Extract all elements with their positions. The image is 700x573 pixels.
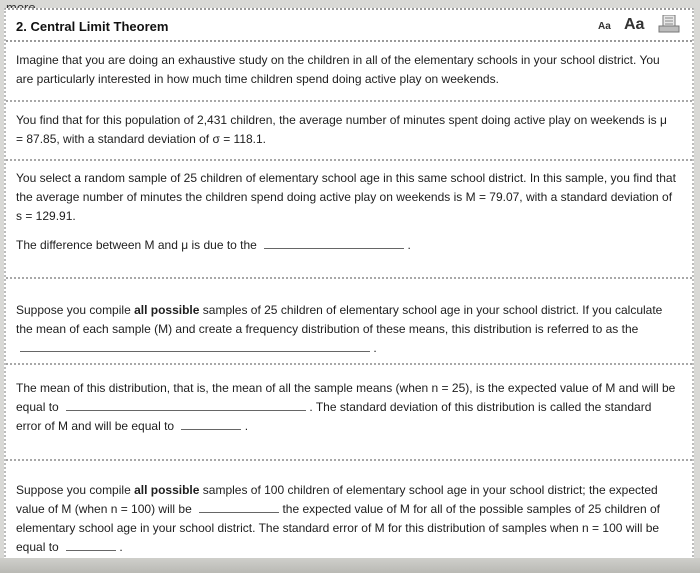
mean-dist-suffix: . [244, 419, 249, 433]
expected-value-blank[interactable] [66, 400, 306, 411]
distribution-name-blank[interactable] [20, 341, 370, 352]
question-header [6, 10, 692, 42]
sampling-distribution-section [6, 279, 692, 365]
intro-section [6, 42, 692, 102]
question-panel [4, 8, 694, 573]
all-samples-text-2: samples of 25 children of elementary school age in your school district. If you calculate the mean of each sample (M) and create a frequency distribution of these means, this distribution is referred to as the [16, 303, 663, 336]
expected-value-question [16, 379, 676, 436]
n100-question [16, 481, 676, 557]
decrease-font-button[interactable]: Aa [598, 21, 611, 32]
difference-question [16, 236, 676, 255]
document-icon[interactable] [658, 15, 680, 33]
mean-dist-text-1: The mean of this distribution, that is, the mean of all the sample means (when n = 25), is the expected value of M and will be equal to [16, 381, 676, 414]
increase-font-button[interactable]: Aa [624, 16, 645, 33]
all-samples-suffix: . [373, 341, 377, 355]
n100-section [6, 461, 692, 571]
n100-text-1: Suppose you compile [16, 483, 135, 497]
standard-error-blank[interactable] [181, 419, 241, 430]
intro-text: Imagine that you are doing an exhaustive study on the children in all of the elementary schools in your school district. You are particularly interested in how much time children spend doing active play on weekends. [16, 53, 660, 86]
expected-value-section [6, 365, 692, 461]
bottom-bar [0, 558, 700, 573]
question-title: 2. Central Limit Theorem [16, 19, 169, 34]
mean-dist-text-2: . The standard deviation of this distribution is called the standard error of M and will be equal to [16, 400, 652, 433]
sample-text: You select a random sample of 25 children of elementary school age in this same school district. In this sample, you find that the average number of minutes the children spend doing active play on weekends is M = 79.07, with a standard deviation of s = 129.91. [16, 171, 676, 223]
n100-text-2: samples of 100 children of elementary school age in your school district; the expected value of M (when n = 100) will be [16, 483, 658, 516]
population-section [6, 102, 692, 161]
difference-answer-blank[interactable] [264, 238, 404, 249]
all-samples-bold: all possible [134, 303, 200, 317]
n100-suffix: . [119, 540, 123, 554]
difference-suffix: . [407, 238, 411, 252]
sampling-distribution-question [16, 301, 676, 358]
n100-text-3: the expected value of M for all of the possible samples of 25 children of elementary school age in your school district. The standard error of M for this distribution of samples when n = 100 will be equal to [16, 502, 660, 554]
difference-prefix: The difference between M and μ is due to the [16, 238, 257, 252]
n100-comparison-blank[interactable] [199, 502, 279, 513]
n100-bold: all possible [134, 483, 200, 497]
population-text: You find that for this population of 2,431 children, the average number of minutes spent doing active play on weekends is μ = 87.85, with a standard deviation of σ = 118.1. [16, 113, 667, 146]
n100-standard-error-blank[interactable] [66, 540, 116, 551]
all-samples-text-1: Suppose you compile [16, 303, 135, 317]
sample-section [6, 161, 692, 279]
